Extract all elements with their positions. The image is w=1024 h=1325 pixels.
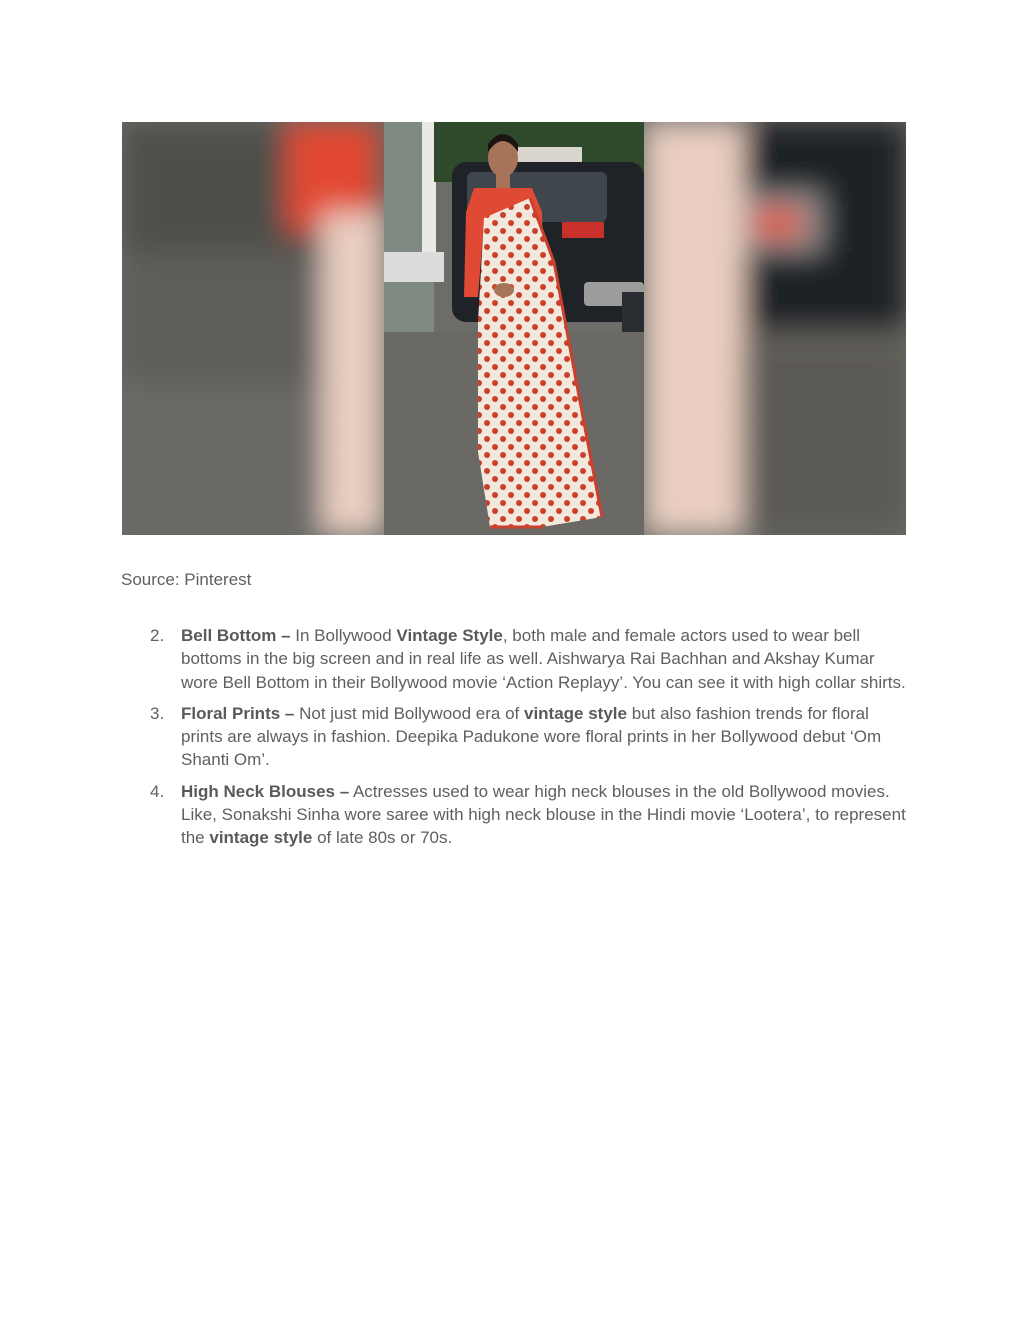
list-emphasis: Vintage Style <box>396 626 503 645</box>
list-emphasis: vintage style <box>209 828 313 848</box>
list-number: 2. <box>150 626 165 645</box>
image-caption: Source: Pinterest <box>121 570 252 589</box>
list-item-title: Floral Prints – <box>181 703 295 723</box>
list-number: 3. <box>150 703 165 723</box>
list-item-title: High Neck Blouses – <box>181 781 350 801</box>
list-text: Actresses used to wear high neck blouses in the old Bollywood movies. Like, Sonakshi Sinha wore saree with high neck blouse in the Hindi movie ‘Lootera’, to represent the <box>181 781 906 848</box>
list-item <box>150 624 906 694</box>
list-text: but also fashion trends for floral prints are always in fashion. Deepika Padukone wore floral prints in her Bollywood debut ‘Om Shanti Om’. <box>181 703 882 770</box>
blurred-right-panel <box>644 122 906 535</box>
list-text: In Bollywood <box>290 626 397 645</box>
list-number: 4. <box>150 781 165 801</box>
center-photo <box>384 122 644 535</box>
article-photo <box>122 122 906 535</box>
fashion-list <box>150 624 906 858</box>
list-item <box>150 780 906 850</box>
list-item-title: Bell Bottom – <box>181 626 291 645</box>
list-item <box>150 702 906 772</box>
blurred-left-panel <box>122 122 384 535</box>
list-emphasis: vintage style <box>523 703 627 723</box>
list-text: of late 80s or 70s. <box>312 828 453 848</box>
list-text: Not just mid Bollywood era of <box>294 703 524 723</box>
list-text: , both male and female actors used to wear bell bottoms in the big screen and in real life as well. Aishwarya Rai Bachhan and Akshay Kumar wore Bell Bottom in their Bollywood movie ‘Action Replayy’. You can see it with high collar shirts. <box>181 626 906 692</box>
